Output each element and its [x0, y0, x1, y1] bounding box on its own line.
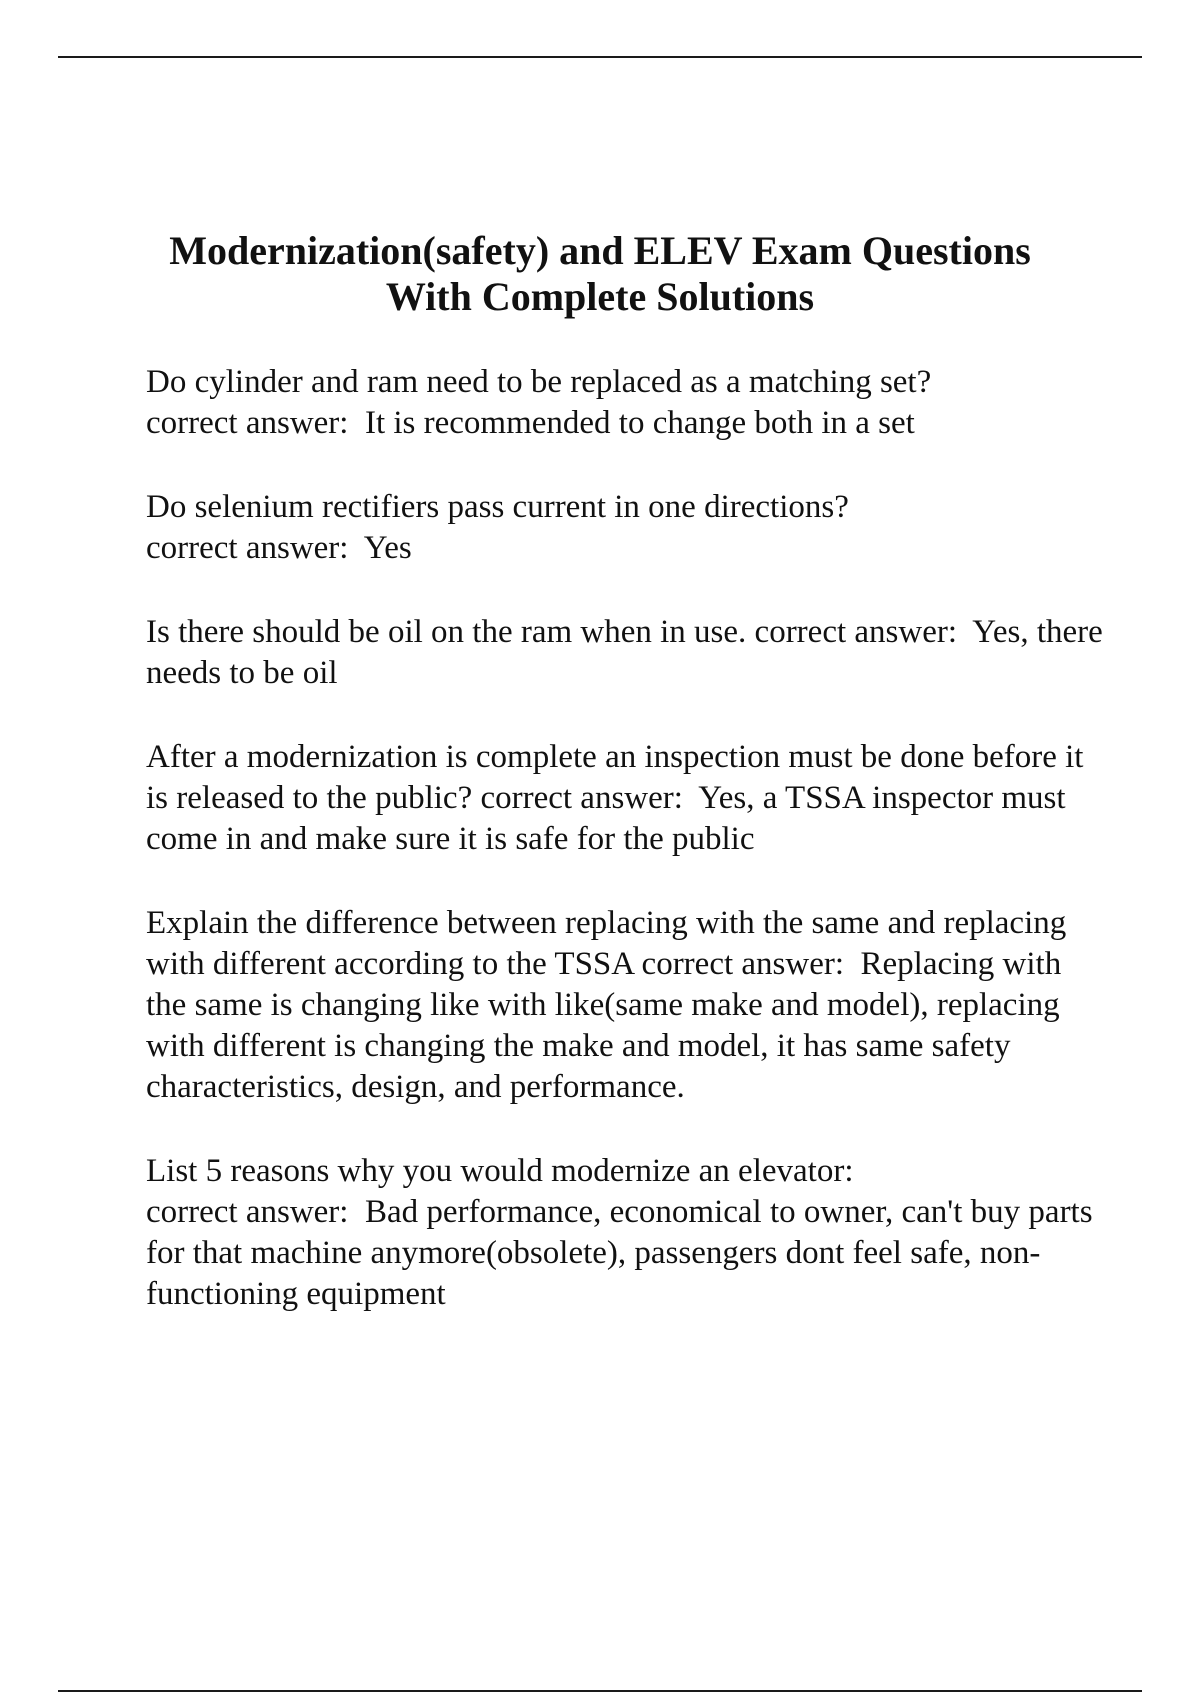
qa-item	[146, 612, 1106, 694]
answer-text: Yes, there needs to be oil	[146, 614, 1103, 691]
title-line-2: With Complete Solutions	[385, 274, 815, 319]
qa-item	[146, 487, 1106, 569]
page-title	[60, 228, 1140, 320]
answer-label: correct answer:	[146, 530, 364, 566]
question-text: List 5 reasons why you would modernize an elevator:	[146, 1153, 854, 1189]
answer-text: Yes	[363, 530, 412, 566]
question-text: Do cylinder and ram need to be replaced as a matching set?	[146, 364, 932, 400]
qa-item	[146, 1151, 1106, 1315]
qa-item	[146, 362, 1106, 444]
answer-label: correct answer:	[146, 405, 365, 441]
question-text: After a modernization is complete an inspection must be done before it is released to the public?	[146, 739, 1084, 816]
answer-label: correct answer:	[146, 1194, 365, 1230]
bottom-divider	[58, 1690, 1142, 1692]
answer-text: Bad performance, economical to owner, can't buy parts for that machine anymore(obsolete), passengers dont feel safe, non-functioning equipment	[146, 1194, 1093, 1312]
title-line-1: Modernization(safety) and ELEV Exam Questions	[169, 228, 1031, 273]
answer-text: It is recommended to change both in a set	[364, 405, 915, 441]
question-text: Do selenium rectifiers pass current in one directions?	[146, 489, 849, 525]
answer-text: Yes, a TSSA inspector must come in and make sure it is safe for the public	[146, 780, 1066, 857]
answer-label: correct answer:	[480, 780, 699, 816]
qa-item	[146, 903, 1106, 1108]
question-text: Explain the difference between replacing with the same and replacing with different according to the TSSA	[146, 905, 1067, 982]
answer-label: correct answer:	[641, 946, 861, 982]
question-text: Is there should be oil on the ram when in use.	[146, 614, 747, 650]
answer-label: correct answer:	[754, 614, 973, 650]
qa-list	[146, 362, 1106, 1358]
answer-text: Replacing with the same is changing like with like(same make and model), replacing with different is changing the make and model, it has same safety characteristics, design, and performance.	[146, 946, 1062, 1105]
top-divider	[58, 56, 1142, 58]
qa-item	[146, 737, 1106, 860]
